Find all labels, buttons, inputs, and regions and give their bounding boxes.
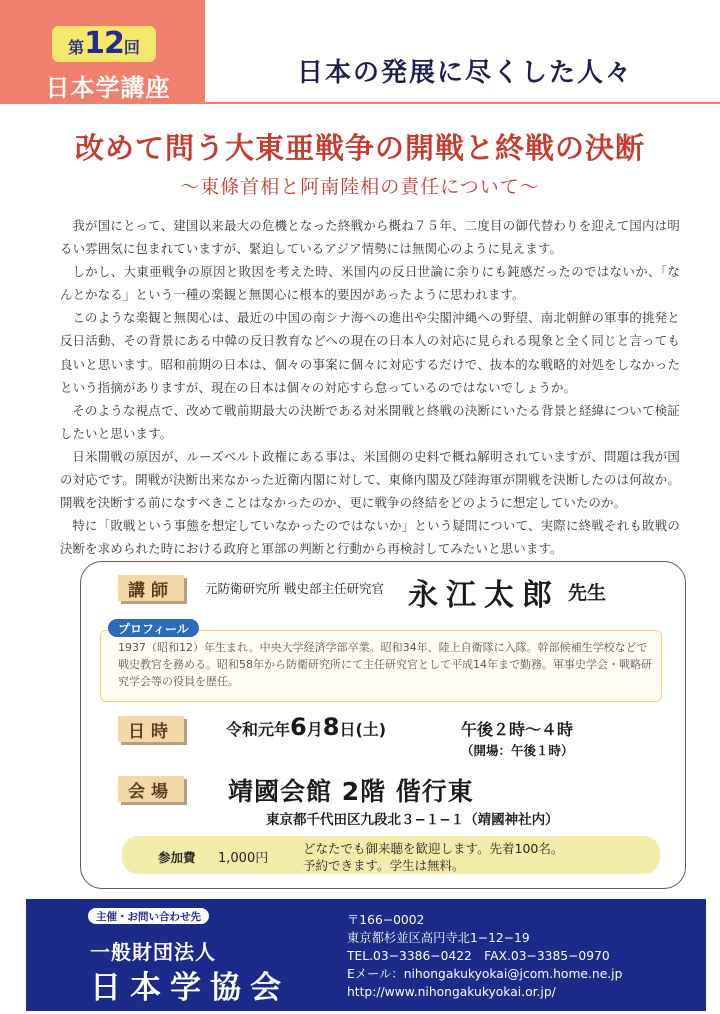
fee-note — [303, 840, 563, 874]
body-text — [60, 214, 680, 560]
date-month: 6 — [290, 713, 307, 741]
lecturer-honorific: 先生 — [568, 582, 607, 604]
venue-address: 東京都千代田区九段北３−１−１（靖國神社内） — [266, 812, 559, 828]
body-paragraph: このような楽観と無関心は、最近の中国の南シナ海への進出や尖閣沖縄への野望、南北朝鮮の軍事的挑発と反日活動、その背景にある中韓の反日教育などへの現在の日本人の対応に見られる現象と全く同じと言っても良いと思います。昭和前期の日本は、個々の事案に個々に対応するだけで、抜本的な戦略的対処をしなかったという指摘がありますが、現在の日本は個々の対応すら怠っているのではないでしょうか。 — [60, 310, 680, 395]
fee-label: 参加費 — [158, 850, 196, 865]
body-paragraph: 日米開戦の原因が、ルーズベルト政権にある事は、米国側の史料で概ね解明されていますが、問題は我が国の対応です。開戦が決断出来なかった近衛内閣に対して、東條内閣及び陸海軍が開戦を決断したのは何故か。開戦を決断する前になすべきことはなかったのか、更に戦争の終結をどのように想定していたのか。 — [60, 448, 680, 511]
organization-name: 日本学協会 — [90, 970, 290, 1006]
date-era: 令和元年 — [226, 720, 291, 739]
series-title: 日本の発展に尽くした人々 — [296, 58, 633, 88]
date-label: 日時 — [118, 716, 184, 742]
phone-fax: TEL.03−3386−0422 FAX.03−3385−0970 — [347, 949, 610, 963]
lecturer-label: 講師 — [118, 575, 184, 601]
contact-info — [347, 911, 697, 1001]
profile-text: 1937（昭和12）年生まれ。中央大学経済学部卒業。昭和34年、陸上自衛隊に入隊。幹部候補生学校などで戦史教官を務める。昭和58年から防衛研究所にて主任研究官として平成14年まで勤務。軍事史学会・戦略研究学会等の役員を歴任。 — [118, 641, 652, 688]
date-day-unit: 日 — [339, 720, 356, 739]
subtitle: 〜東條首相と阿南陸相の責任について〜 — [180, 176, 540, 198]
header-divider — [205, 102, 720, 104]
main-title: 改めて問う大東亜戦争の開戦と終戦の決断 — [74, 131, 645, 165]
body-paragraph: 特に「敗戦という事態を想定していなかったのではないか」という疑問について、実際に終戦それも敗戦の決断を求められた時における政府と軍部の判断と行動から再検討してみたいと思います。 — [60, 518, 680, 557]
fee-amount: 1,000円 — [218, 851, 269, 866]
email-address[interactable]: Eメール：nihongakukyokai@jcom.home.ne.jp — [347, 967, 623, 981]
fee-note-line: 予約できます。学生は無料。 — [303, 858, 465, 873]
lecturer-affiliation: 元防衛研究所 戦史部主任研究官 — [205, 581, 384, 596]
session-number: 12 — [84, 26, 124, 61]
session-suffix: 回 — [123, 38, 140, 57]
body-paragraph: しかし、大東亜戦争の原因と敗因を考えた時、米国内の反日世論に余りにも鈍感だったのではないか、「なんとかなる」という一種の楽観と無関心に根本的要因があったように思われます。 — [60, 264, 680, 303]
website-link[interactable]: http://www.nihongakukyokai.or.jp/ — [347, 985, 556, 999]
profile-tab: プロフィール — [108, 619, 199, 637]
fee-note-line: どなたでも御来聴を歓迎します。先着100名。 — [303, 841, 564, 856]
body-paragraph: 我が国にとって、建国以来最大の危機となった終戦から概ね７５年、二度目の御代替わりを迎えて国内は明るい雰囲気に包まれていますが、緊迫しているアジア情勢には無関心のように見えます。 — [60, 218, 680, 257]
series-name: 日本学講座 — [45, 74, 171, 102]
organizer-tag: 主催・お問い合わせ先 — [88, 908, 209, 924]
organization-address: 東京都杉並区高円寺北1−12−19 — [347, 931, 530, 945]
session-prefix: 第 — [68, 38, 85, 57]
organization-type: 一般財団法人 — [90, 940, 216, 964]
session-badge — [52, 26, 156, 62]
doors-open: （開場：午後１時） — [461, 743, 574, 758]
date-weekday: (土) — [355, 720, 387, 739]
event-time: 午後２時〜４時 — [461, 720, 574, 739]
event-date — [226, 713, 386, 741]
venue-label: 会場 — [118, 776, 184, 802]
venue-name: 靖國会館 2階 偕行東 — [228, 777, 474, 806]
body-paragraph: そのような視点で、改めて戦前期最大の決断である対米開戦と終戦の決断にいたる背景と経緯について検証したいと思います。 — [60, 402, 680, 441]
date-day: 8 — [322, 713, 340, 741]
postal-code: 〒166−0002 — [347, 913, 425, 927]
date-month-unit: 月 — [306, 720, 323, 739]
lecturer-name: 永江太郎 — [408, 578, 560, 613]
